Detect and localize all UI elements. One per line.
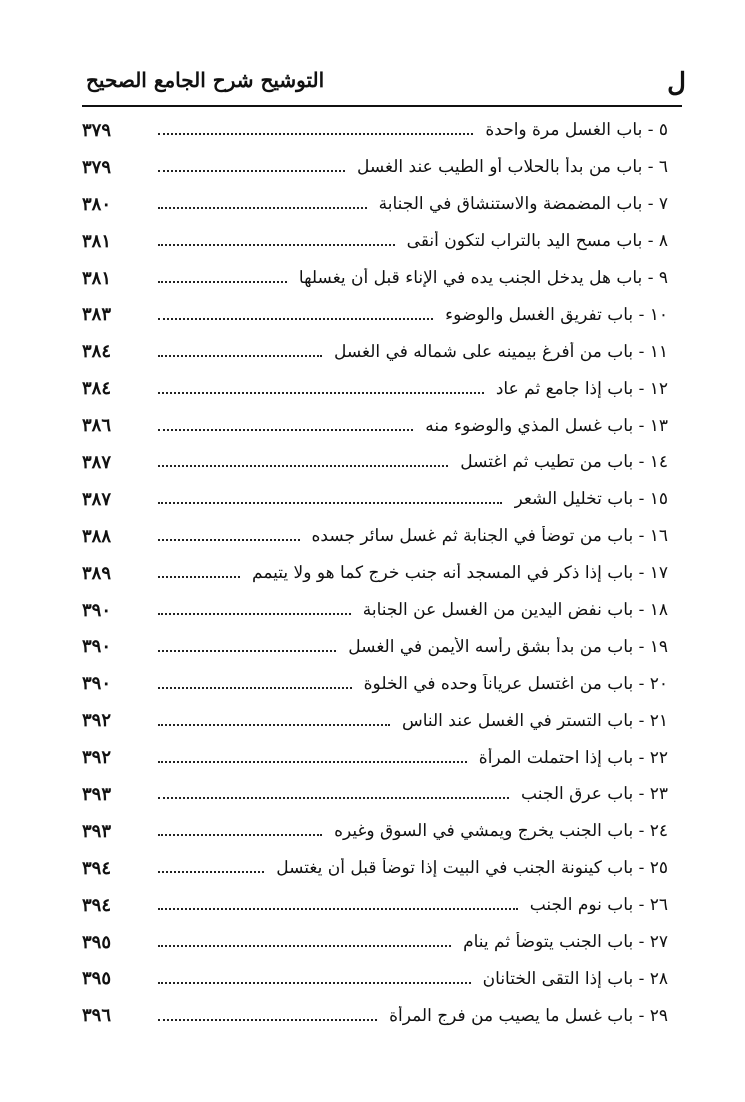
toc-page-number: ٣٨١ xyxy=(82,230,112,252)
toc-row xyxy=(82,924,668,961)
leader-dots xyxy=(158,834,322,836)
toc-entry-title: ١٨ - باب نفض اليدين من الغسل عن الجنابة xyxy=(362,600,668,621)
toc-row xyxy=(82,370,668,407)
toc-entry-title: ٢١ - باب التستر في الغسل عند الناس xyxy=(401,710,668,731)
running-header xyxy=(82,62,692,106)
toc-row xyxy=(82,112,668,149)
toc-entry-title: ٥ - باب الغسل مرة واحدة xyxy=(485,120,668,141)
leader-dots xyxy=(158,392,484,394)
toc-entry-title: ٢٥ - باب كينونة الجنب في البيت إذا توضأ قبل أن يغتسل xyxy=(276,858,668,879)
toc-page-number: ٣٩٦ xyxy=(82,1005,112,1027)
toc-entry-title: ١٤ - باب من تطيب ثم اغتسل xyxy=(460,452,668,473)
toc-entry-title: ٨ - باب مسح اليد بالتراب لتكون أنقى xyxy=(406,231,668,252)
toc-row xyxy=(82,665,668,702)
toc-page-number: ٣٩٤ xyxy=(82,894,112,916)
toc-row xyxy=(82,592,668,629)
leader-dots xyxy=(158,724,390,726)
toc-entry-title: ٢٠ - باب من اغتسل عرياناً وحده في الخلوة xyxy=(363,673,668,694)
toc-entry-title: ٢٩ - باب غسل ما يصيب من فرج المرأة xyxy=(389,1005,668,1026)
toc-entry-title: ١٣ - باب غسل المذي والوضوء منه xyxy=(425,415,668,436)
leader-dots xyxy=(158,1019,377,1021)
page-folio: ل xyxy=(667,68,686,98)
toc-row xyxy=(82,407,668,444)
leader-dots xyxy=(158,908,518,910)
header-rule xyxy=(82,105,682,107)
toc-entry-title: ١٢ - باب إذا جامع ثم عاد xyxy=(495,378,668,399)
toc-entry-title: ٢٤ - باب الجنب يخرج ويمشي في السوق وغيره xyxy=(334,821,668,842)
toc-page-number: ٣٨٦ xyxy=(82,415,112,437)
toc-page-number: ٣٧٩ xyxy=(82,156,112,178)
toc-page-number: ٣٨٠ xyxy=(82,193,112,215)
toc-page-number: ٣٩٤ xyxy=(82,857,112,879)
toc-row xyxy=(82,296,668,333)
leader-dots xyxy=(158,318,433,320)
toc-page-number: ٣٩٣ xyxy=(82,820,112,842)
leader-dots xyxy=(158,576,240,578)
toc-row xyxy=(82,481,668,518)
toc-row xyxy=(82,813,668,850)
leader-dots xyxy=(158,355,322,357)
leader-dots xyxy=(158,502,502,504)
leader-dots xyxy=(158,133,473,135)
toc-row xyxy=(82,850,668,887)
toc-page-number: ٣٩٠ xyxy=(82,636,112,658)
toc-page-number: ٣٨٤ xyxy=(82,378,112,400)
toc-row xyxy=(82,702,668,739)
toc-entry-title: ٢٣ - باب عرق الجنب xyxy=(521,784,668,805)
leader-dots xyxy=(158,539,300,541)
leader-dots xyxy=(158,761,467,763)
leader-dots xyxy=(158,170,345,172)
toc-row xyxy=(82,518,668,555)
toc-row xyxy=(82,333,668,370)
toc-entry-title: ٧ - باب المضمضة والاستنشاق في الجنابة xyxy=(378,194,668,215)
toc-entry-title: ٢٢ - باب إذا احتملت المرأة xyxy=(478,747,668,768)
leader-dots xyxy=(158,687,352,689)
book-title: التوشيح شرح الجامع الصحيح xyxy=(86,68,325,92)
toc-page-number: ٣٩٥ xyxy=(82,931,112,953)
toc-entry-title: ٢٨ - باب إذا التقى الختانان xyxy=(482,968,668,989)
toc-entry-title: ١٧ - باب إذا ذكر في المسجد أنه جنب خرج كما هو ولا يتيمم xyxy=(252,563,668,584)
toc-row xyxy=(82,739,668,776)
leader-dots xyxy=(158,207,367,209)
toc-page-number: ٣٩٣ xyxy=(82,783,112,805)
toc-entry-title: ١٥ - باب تخليل الشعر xyxy=(514,489,668,510)
toc-row xyxy=(82,260,668,297)
toc-row xyxy=(82,960,668,997)
toc-page-number: ٣٩٢ xyxy=(82,710,112,732)
leader-dots xyxy=(158,281,287,283)
toc-entry-title: ١٦ - باب من توضأ في الجنابة ثم غسل سائر جسده xyxy=(311,526,668,547)
toc-entry-title: ١٠ - باب تفريق الغسل والوضوء xyxy=(445,304,668,325)
toc-row xyxy=(82,887,668,924)
toc-row xyxy=(82,149,668,186)
toc-page-number: ٣٨٧ xyxy=(82,488,112,510)
toc-entry-title: ٦ - باب من بدأ بالحلاب أو الطيب عند الغسل xyxy=(356,157,668,178)
toc-entry-title: ١١ - باب من أفرغ بيمينه على شماله في الغسل xyxy=(334,341,668,362)
toc-page-number: ٣٨٩ xyxy=(82,562,112,584)
toc-row xyxy=(82,186,668,223)
toc-row xyxy=(82,223,668,260)
leader-dots xyxy=(158,613,351,615)
leader-dots xyxy=(158,244,395,246)
toc-page-number: ٣٧٩ xyxy=(82,119,112,141)
leader-dots xyxy=(158,871,264,873)
leader-dots xyxy=(158,650,336,652)
toc-entry-title: ٢٦ - باب نوم الجنب xyxy=(529,895,668,916)
leader-dots xyxy=(158,797,509,799)
toc-page-number: ٣٩٠ xyxy=(82,599,112,621)
toc-row xyxy=(82,555,668,592)
toc-page-number: ٣٨٨ xyxy=(82,525,112,547)
toc-row xyxy=(82,776,668,813)
table-of-contents xyxy=(82,112,668,1034)
toc-entry-title: ١٩ - باب من بدأ بشق رأسه الأيمن في الغسل xyxy=(348,636,668,657)
toc-row xyxy=(82,997,668,1034)
toc-entry-title: ٩ - باب هل يدخل الجنب يده في الإناء قبل أن يغسلها xyxy=(298,268,668,288)
toc-page-number: ٣٩٥ xyxy=(82,968,112,990)
toc-page-number: ٣٨٤ xyxy=(82,341,112,363)
toc-page-number: ٣٩٢ xyxy=(82,747,112,769)
leader-dots xyxy=(158,982,471,984)
toc-row xyxy=(82,628,668,665)
toc-entry-title: ٢٧ - باب الجنب يتوضأ ثم ينام xyxy=(463,932,668,953)
toc-page-number: ٣٨٣ xyxy=(82,304,112,326)
toc-page-number: ٣٨٧ xyxy=(82,451,112,473)
toc-page-number: ٣٨١ xyxy=(82,267,112,289)
leader-dots xyxy=(158,465,448,467)
toc-row xyxy=(82,444,668,481)
leader-dots xyxy=(158,945,451,947)
toc-page-number: ٣٩٠ xyxy=(82,673,112,695)
leader-dots xyxy=(158,429,413,431)
